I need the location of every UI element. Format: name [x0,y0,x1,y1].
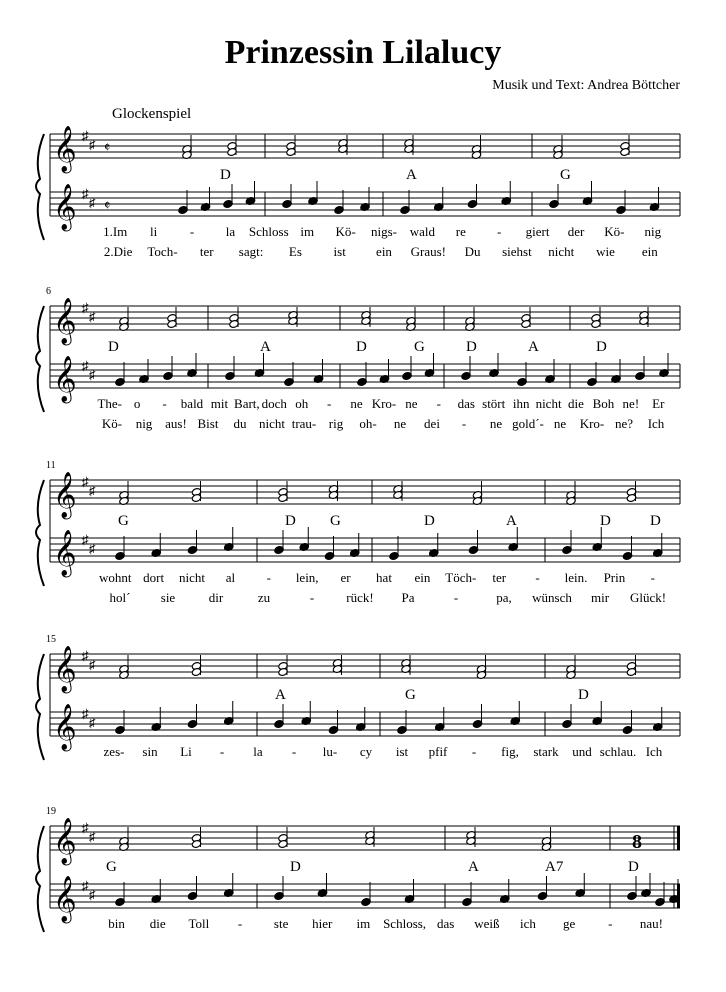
lyric-verse-2: nicht [548,244,575,259]
lyric-verse-1: Schloss [248,224,289,239]
chord-symbol: D [108,339,119,355]
lyric-verse-1: nicht [535,396,562,411]
treble-clef: 𝄞 [53,646,77,691]
chord-symbol: D [596,339,607,355]
lyric-verse-1: ne! [622,396,640,411]
sharp-sign: ♯ [89,829,96,844]
sharp-sign: ♯ [89,137,96,152]
lyric-verse-1: bin [108,916,125,931]
lyric-verse-2: Bist [197,416,219,431]
lyric-verse-1: das [457,396,475,411]
lyric-verse-1: Schloss, [383,916,427,931]
sharp-sign: ♯ [89,541,96,556]
lyric-verse-1: Töch- [445,570,477,585]
lyric-verse-1: Toll [188,916,210,931]
lyric-verse-1: hat [376,570,392,585]
lyric-verse-1: ihn [512,396,530,411]
final-barline [677,826,680,850]
lyric-verse-2: gold´- [512,416,544,431]
lyric-verse-1: weiß [474,916,500,931]
lyric-verse-1: hier [312,916,333,931]
lyric-verse-2: rück! [346,590,374,605]
lyric-verse-1: The- [97,396,122,411]
chord-symbol: D [466,339,477,355]
lyric-verse-1: al [225,570,236,585]
system-brace [36,480,44,586]
lyric-verse-2: ein [376,244,392,259]
lyric-verse-2: sie [160,590,176,605]
lyric-verse-2: nig [135,416,153,431]
lyric-verse-2: Pa [401,590,415,605]
sharp-sign: ♯ [82,300,89,315]
lyric-verse-1: zes- [103,744,125,759]
treble-clef: 𝄞 [53,472,77,517]
chord-symbol: A [468,859,479,875]
lyric-verse-2: nicht [259,416,285,431]
lyric-verse-2: ne? [614,416,634,431]
chord-symbol: G [118,513,129,529]
chord-symbol: A [275,687,286,703]
lyric-verse-1: - [436,396,442,411]
lyric-verse-1: und [572,744,592,759]
lyric-verse-2: dir [208,590,224,605]
treble-clef: 𝄞 [53,126,77,171]
sharp-sign: ♯ [82,128,89,143]
lyric-verse-1: cy [359,744,373,759]
lyric-verse-2: trau- [291,416,317,431]
lyric-verse-1: ist [395,744,409,759]
treble-clef: 𝄞 [53,184,77,229]
lyric-verse-1: nicht [179,570,205,585]
lyric-verse-1: - [291,744,297,759]
sharp-sign: ♯ [82,820,89,835]
chord-symbol: D [650,513,661,529]
lyric-verse-1: stört [482,396,506,411]
treble-clef: 𝄞 [53,876,77,921]
lyric-verse-1: - [219,744,225,759]
lyric-verse-2: dei [424,416,440,431]
lyric-verse-1: 1.Im [103,224,128,239]
lyric-verse-2: - [453,590,459,605]
lyric-verse-2: Kro- [579,416,605,431]
lyric-verse-2: aus! [165,416,187,431]
lyric-verse-1: - [608,916,613,931]
lyric-verse-1: - [535,570,540,585]
treble-clef: 𝄞 [53,818,77,863]
time-signature: 𝄵 [104,199,111,214]
system-brace [36,826,44,932]
lyric-verse-1: lein, [295,570,319,585]
lyric-verse-1: ne [350,396,363,411]
lyric-verse-1: dort [143,570,165,585]
composer-credit: Musik und Text: Andrea Böttcher [492,78,680,93]
system-brace [36,654,44,760]
lyric-verse-1: Li [180,744,192,759]
measure-number: 15 [46,634,56,645]
sharp-sign: ♯ [89,195,96,210]
sharp-sign: ♯ [89,483,96,498]
lyric-verse-1: re [455,224,466,239]
lyric-verse-1: Kro- [371,396,397,411]
lyric-verse-1: li [149,224,158,239]
lyric-verse-1: - [326,396,332,411]
chord-symbol: D [220,167,231,183]
sharp-sign: ♯ [82,186,89,201]
lyric-verse-2: ne [553,416,567,431]
lyric-verse-1: Bart, [234,396,260,411]
chord-symbol: D [424,513,435,529]
lyric-verse-1: - [471,744,477,759]
lyric-verse-2: Graus! [410,244,447,259]
sharp-sign: ♯ [82,648,89,663]
lyric-verse-2: rig [328,416,344,431]
lyric-verse-1: - [237,916,243,931]
lyric-verse-2: du [233,416,247,431]
lyric-verse-2: Ich [647,416,665,431]
chord-symbol: D [290,859,301,875]
lyric-verse-1: wald [409,224,436,239]
lyric-verse-2: ter [199,244,214,259]
lyric-verse-1: ein [414,570,431,585]
lyric-verse-1: im [300,224,315,239]
lyric-verse-1: Prin [603,570,626,585]
chord-symbol: A [260,339,271,355]
lyric-verse-2: - [461,416,467,431]
instrument-label: Glockenspiel [112,106,192,122]
page-title: Prinzessin Lilalucy [224,34,502,71]
lyric-verse-1: Boh [592,396,615,411]
lyric-verse-1: - [162,396,167,411]
sharp-sign: ♯ [89,715,96,730]
system-brace [36,306,44,412]
lyric-verse-1: lein. [564,570,588,585]
chord-symbol: G [405,687,416,703]
system-brace [36,134,44,240]
lyric-verse-1: im [356,916,371,931]
lyric-verse-1: das [437,916,455,931]
sharp-sign: ♯ [89,657,96,672]
sharp-sign: ♯ [82,878,89,893]
lyric-verse-1: nig [644,224,662,239]
lyric-verse-2: Du [464,244,481,259]
lyric-verse-2: Es [288,244,302,259]
lyric-verse-2: mir [590,590,610,605]
time-signature: 𝄵 [104,141,111,156]
lyric-verse-1: ne [405,396,418,411]
chord-symbol: D [600,513,611,529]
lyric-verse-1: fig, [501,744,519,759]
lyric-verse-2: 2.Die [103,244,133,259]
sharp-sign: ♯ [82,474,89,489]
lyric-verse-1: die [149,916,166,931]
lyric-verse-1: - [497,224,502,239]
lyric-verse-1: schlau. [599,744,637,759]
lyric-verse-1: ste [273,916,289,931]
lyric-verse-1: nigs- [371,224,397,239]
lyric-verse-1: Kö- [604,224,625,239]
chord-symbol: A [528,339,539,355]
treble-clef: 𝄞 [53,530,77,575]
lyric-verse-1: er [340,570,351,585]
lyric-verse-2: pa, [496,590,512,605]
chord-symbol: A7 [545,859,564,875]
lyric-verse-1: - [189,224,195,239]
sharp-sign: ♯ [89,887,96,902]
lyric-verse-1: lu- [322,744,338,759]
lyric-verse-1: ge [563,916,576,931]
measure-number: 11 [46,460,56,471]
chord-symbol: G [560,167,571,183]
treble-clef: 𝄞 [53,298,77,343]
lyric-verse-1: stark [533,744,559,759]
lyric-verse-1: doch [261,396,287,411]
lyric-verse-1: der [567,224,585,239]
lyric-verse-2: sagt: [238,244,264,259]
lyric-verse-2: siehst [502,244,532,259]
whole-chord: 8 [632,831,642,853]
lyric-verse-2: Glück! [629,590,667,605]
lyric-verse-1: die [568,396,584,411]
lyric-verse-2: ist [333,244,346,259]
sharp-sign: ♯ [82,532,89,547]
lyric-verse-1: wohnt [98,570,132,585]
lyric-verse-2: wünsch [532,590,572,605]
lyric-verse-1: - [266,570,271,585]
lyric-verse-1: la [225,224,236,239]
lyric-verse-2: hol´ [109,590,131,605]
lyric-verse-2: Toch- [147,244,178,259]
lyric-verse-1: - [650,570,655,585]
lyric-verse-2: Kö- [101,416,123,431]
lyric-verse-2: - [309,590,315,605]
chord-symbol: A [406,167,417,183]
sharp-sign: ♯ [89,309,96,324]
lyric-verse-2: ne [489,416,503,431]
chord-symbol: D [628,859,639,875]
sharp-sign: ♯ [82,706,89,721]
chord-symbol: G [330,513,341,529]
lyric-verse-1: nau! [639,916,663,931]
lyric-verse-1: sin [142,744,158,759]
lyric-verse-1: o [133,396,141,411]
lyric-verse-1: ich [520,916,536,931]
lyric-verse-1: giert [525,224,550,239]
chord-symbol: G [414,339,425,355]
lyric-verse-2: oh- [359,416,377,431]
chord-symbol: A [506,513,517,529]
lyric-verse-1: mit [210,396,229,411]
lyric-verse-1: la [253,744,263,759]
chord-symbol: D [356,339,367,355]
lyric-verse-1: ter [492,570,507,585]
sharp-sign: ♯ [82,358,89,373]
chord-symbol: D [578,687,589,703]
lyric-verse-1: bald [180,396,204,411]
lyric-verse-2: ein [641,244,658,259]
measure-number: 6 [46,286,51,297]
measure-number: 19 [46,806,56,817]
lyric-verse-2: ne [393,416,407,431]
lyric-verse-1: oh [295,396,309,411]
lyric-verse-1: Er [652,396,665,411]
lyric-verse-1: Ich [645,744,663,759]
sharp-sign: ♯ [89,367,96,382]
lyric-verse-2: wie [596,244,615,259]
treble-clef: 𝄞 [53,356,77,401]
treble-clef: 𝄞 [53,704,77,749]
chord-symbol: G [106,859,117,875]
lyric-verse-2: zu [257,590,271,605]
lyric-verse-1: Kö- [335,224,356,239]
lyric-verse-1: pfif [428,744,448,759]
chord-symbol: D [285,513,296,529]
